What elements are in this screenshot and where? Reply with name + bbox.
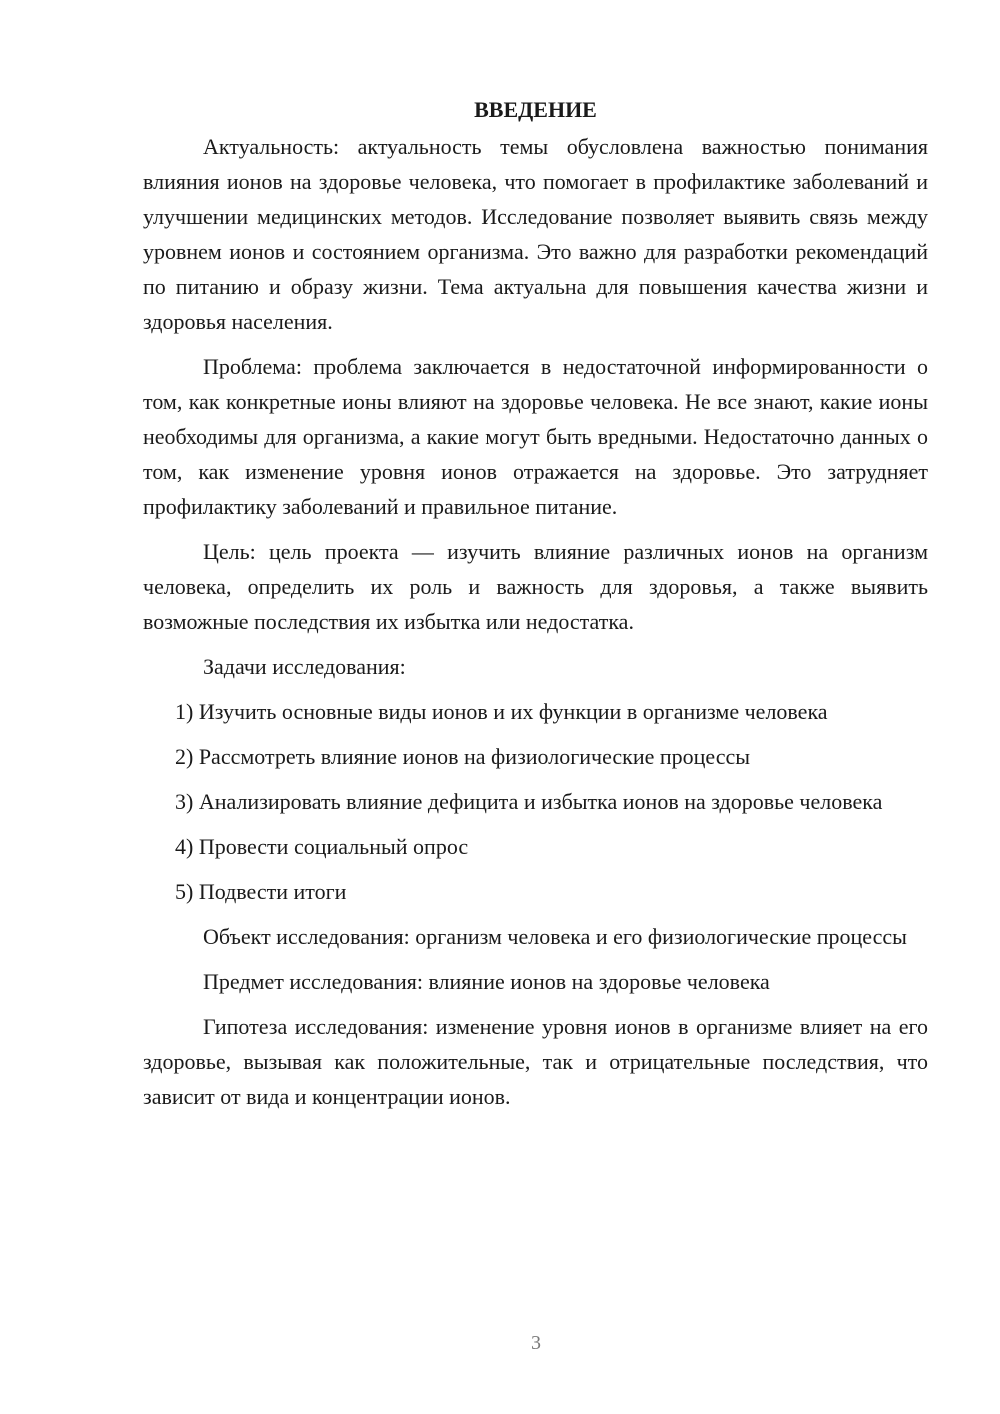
subject-paragraph: Предмет исследования: влияние ионов на здоровье человека: [203, 969, 770, 994]
tasks-heading: Задачи исследования:: [203, 654, 406, 679]
task-item-2: 2) Рассмотреть влияние ионов на физиологические процессы: [175, 744, 751, 769]
task-item-3: 3) Анализировать влияние дефицита и избытка ионов на здоровье человека: [175, 789, 883, 814]
page-number: 3: [531, 1332, 541, 1354]
task-item-1: 1) Изучить основные виды ионов и их функции в организме человека: [175, 699, 828, 724]
task-item-4: 4) Провести социальный опрос: [175, 834, 469, 859]
hypothesis-paragraph: Гипотеза исследования: изменение уровня ионов в организме влияет на его здоровье, вызывая как положительные, так и отрицательные последствия, что зависит от вида и концентрации ионов.: [143, 1014, 928, 1109]
task-item-5: 5) Подвести итоги: [175, 879, 347, 904]
document-page: [143, 92, 928, 1124]
tasks-list: [143, 694, 928, 909]
goal-paragraph: Цель: цель проекта — изучить влияние различных ионов на организм человека, определить их роль и важность для здоровья, а также выявить возможные последствия их избытка или недостатка.: [143, 539, 928, 634]
relevance-paragraph: Актуальность: актуальность темы обусловлена важностью понимания влияния ионов на здоровье человека, что помогает в профилактике заболеваний и улучшении медицинских методов. Исследование позволяет выявить связь между уровнем ионов и состоянием организма. Это важно для разработки рекомендаций по питанию и образу жизни. Тема актуальна для повышения качества жизни и здоровья населения.: [143, 134, 928, 334]
problem-paragraph: Проблема: проблема заключается в недостаточной информированности о том, как конкретные ионы влияют на здоровье человека. Не все знают, какие ионы необходимы для организма, а какие могут быть вредными. Недостаточно данных о том, как изменение уровня ионов отражается на здоровье. Это затрудняет профилактику заболеваний и правильное питание.: [143, 354, 928, 519]
page-title: ВВЕДЕНИЕ: [474, 97, 597, 122]
object-paragraph: Объект исследования: организм человека и его физиологические процессы: [203, 924, 907, 949]
